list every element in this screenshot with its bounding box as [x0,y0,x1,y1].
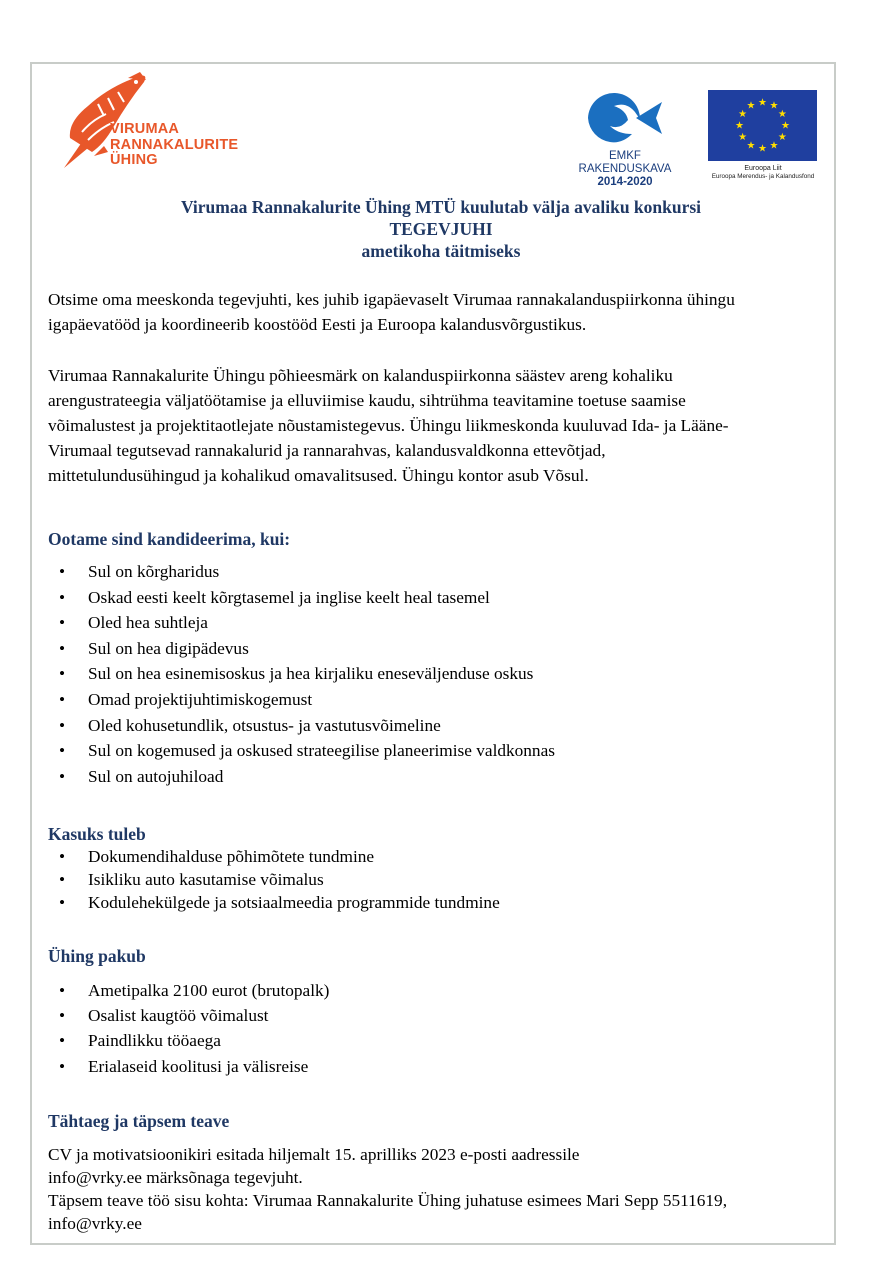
list-item: • Kodulehekülgede ja sotsiaalmeedia programmide tundmine [48,891,500,914]
offer-heading: Ühing pakub [48,946,146,966]
text-line: info@vrky.ee märksõnaga tegevjuht. [48,1168,303,1187]
eu-star-icon: ★ [738,132,748,143]
vr-line3: ÜHING [110,152,158,168]
vr-line2: RANNAKALURITE [110,136,239,153]
eu-star-icon: ★ [758,97,767,109]
emkf-line2: RAKENDUSKAVA [578,163,672,175]
requirements-list [48,559,555,789]
eu-flag-icon [708,90,817,161]
eu-star-icon: ★ [746,100,756,112]
text-line: Virumaal tegutsevad rannakalurid ja rannarahvas, kalandusvaldkonna ettevõtjad, [48,441,606,460]
text-line: info@vrky.ee [48,1214,142,1233]
eu-caption: Euroopa Liit [744,165,782,172]
requirements-heading: Ootame sind kandideerima, kui: [48,529,291,549]
eu-star-icon: ★ [738,109,748,120]
eu-star-icon: ★ [781,120,790,132]
eu-fund-caption: Euroopa Merendus- ja Kalandusfond [711,173,815,180]
list-item: • Sul on kogemused ja oskused strateegilise planeerimise valdkonnas [48,738,555,764]
text-line: arengustrateegia väljatöötamise ja elluviimise kaudu, sihtrühma teavitamine toetuse saamise [48,391,686,410]
eu-star-icon: ★ [777,132,787,143]
list-item: • Sul on autojuhiload [48,764,555,790]
vr-line1: VIRUMAA [110,121,180,137]
intro-paragraph-1 [48,287,828,337]
text-line: igapäevatööd ja koordineerib koostööd Eesti ja Euroopa kalandusvõrgustikus. [48,315,587,334]
eu-star-icon: ★ [758,143,767,155]
eu-star-icon: ★ [769,140,779,152]
list-item: • Oskad eesti keelt kõrgtasemel ja inglise keelt heal tasemel [48,585,555,611]
virumaa-logo-text [110,122,238,169]
list-item: • Erialaseid koolitusi ja välisreise [48,1054,329,1079]
list-item: • Paindlikku tööaega [48,1028,329,1053]
emkf-logo-text [565,150,685,189]
eu-logo [708,90,818,182]
text-line: Virumaa Rannakalurite Ühingu põhieesmärk on kalanduspiirkonna säästev areng kohaliku [48,366,673,385]
offer-list [48,978,329,1079]
advantages-list [48,845,500,914]
text-line: Otsime oma meeskonda tegevjuhti, kes juhib igapäevaselt Virumaa rannakalanduspiirkonna ühingu [48,290,735,309]
heading-line3: ametikoha täitmiseks [361,241,521,261]
eu-star-icon: ★ [777,109,787,120]
text-line: CV ja motivatsioonikiri esitada hiljemalt 15. aprilliks 2023 e-posti aadressile [48,1145,580,1164]
deadline-text [48,1143,828,1235]
heading-line2: TEGEVJUHI [389,219,493,239]
list-item: • Osalist kaugtöö võimalust [48,1003,329,1028]
list-item: • Sul on kõrgharidus [48,559,555,585]
eu-star-icon: ★ [769,100,779,112]
text-line: Täpsem teave töö sisu kohta: Virumaa Rannakalurite Ühing juhatuse esimees Mari Sepp 5511619, [48,1191,728,1210]
deadline-heading: Tähtaeg ja täpsem teave [48,1111,230,1131]
eu-star-icon: ★ [746,140,756,152]
emkf-years: 2014-2020 [597,176,653,188]
advantages-heading: Kasuks tuleb [48,824,146,844]
list-item: • Dokumendihalduse põhimõtete tundmine [48,845,500,868]
list-item: • Sul on hea digipädevus [48,636,555,662]
eu-star-icon: ★ [735,120,744,132]
intro-paragraph-2 [48,363,828,488]
list-item: • Omad projektijuhtimiskogemust [48,687,555,713]
list-item: • Sul on hea esinemisoskus ja hea kirjaliku eneseväljenduse oskus [48,661,555,687]
text-line: mittetulundusühingud ja kohalikud omavalitsused. Ühingu kontor asub Võsul. [48,466,589,485]
list-item: • Oled kohusetundlik, otsustus- ja vastutusvõimeline [48,713,555,739]
heading-line1: Virumaa Rannakalurite Ühing MTÜ kuulutab välja avaliku konkursi [180,197,702,217]
list-item: • Ametipalka 2100 eurot (brutopalk) [48,978,329,1003]
emkf-line1: EMKF [609,150,641,162]
list-item: • Oled hea suhtleja [48,610,555,636]
list-item: • Isikliku auto kasutamise võimalus [48,868,500,891]
text-line: võimalustest ja projektitaotlejate nõustamistegevus. Ühingu liikmeskonda kuuluvad Ida- ja Lääne- [48,416,729,435]
